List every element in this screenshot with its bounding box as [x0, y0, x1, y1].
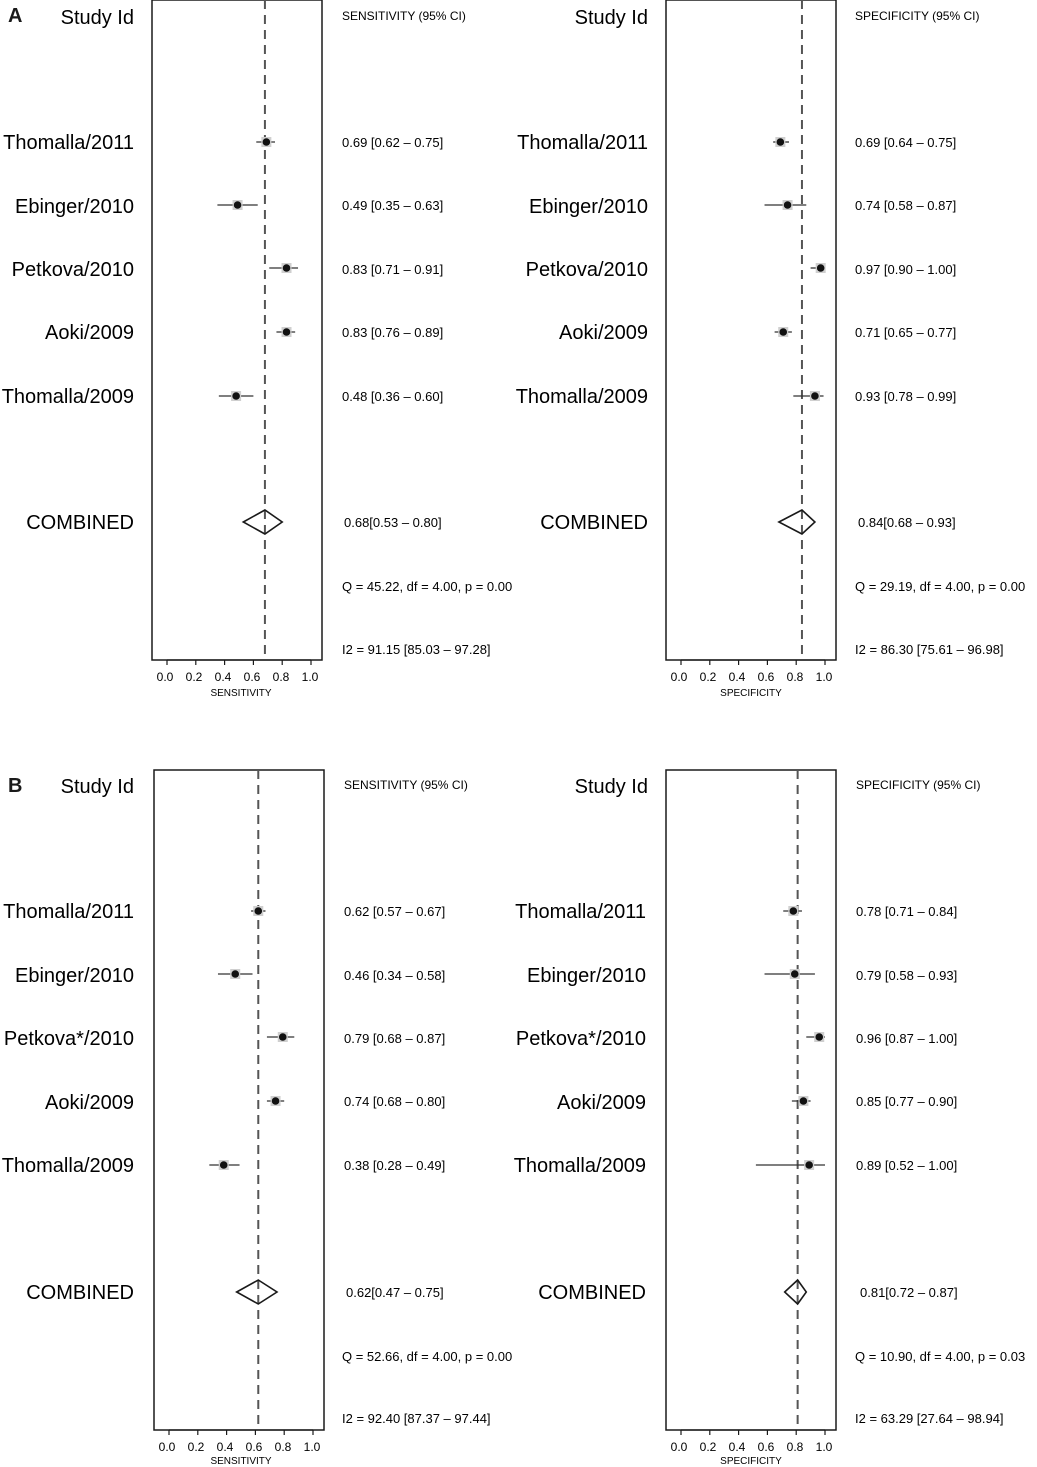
heterogeneity-q: Q = 45.22, df = 4.00, p = 0.00 [342, 579, 513, 594]
study-label: Ebinger/2010 [15, 196, 134, 218]
study-label: Ebinger/2010 [15, 965, 134, 987]
ci-value: 0.78 [0.71 – 0.84] [856, 904, 958, 919]
point-estimate [811, 392, 819, 400]
tick-label: 0.6 [757, 670, 775, 684]
panel-a-specificity-plot [516, 0, 1026, 699]
combined-label: COMBINED [26, 1282, 134, 1304]
combined-ci-value: 0.81[0.72 – 0.87] [860, 1285, 958, 1300]
ci-value: 0.85 [0.77 – 0.90] [856, 1094, 958, 1109]
point-estimate [815, 1033, 823, 1041]
tick-label: 0.6 [243, 670, 261, 684]
ci-header: SENSITIVITY (95% CI) [344, 778, 468, 792]
heterogeneity-i2: I2 = 92.40 [87.37 – 97.44] [342, 1411, 491, 1426]
combined-diamond [243, 510, 282, 534]
tick-label: 0.0 [670, 1440, 688, 1454]
heterogeneity-q: Q = 52.66, df = 4.00, p = 0.00 [342, 1349, 513, 1364]
study-id-header: Study Id [60, 7, 134, 29]
point-estimate [283, 328, 291, 336]
tick-label: 0.8 [272, 670, 290, 684]
tick-label: 1.0 [303, 1440, 321, 1454]
combined-label: COMBINED [538, 1282, 646, 1304]
x-axis-label: SPECIFICITY [720, 688, 782, 699]
study-label: Thomalla/2009 [513, 1155, 646, 1177]
plot-frame [154, 770, 324, 1430]
tick-label: 0.0 [156, 670, 174, 684]
combined-ci-value: 0.62[0.47 – 0.75] [346, 1285, 444, 1300]
ci-value: 0.79 [0.58 – 0.93] [856, 968, 958, 983]
ci-value: 0.69 [0.62 – 0.75] [342, 135, 444, 150]
tick-label: 0.4 [728, 670, 746, 684]
tick-label: 0.0 [670, 670, 688, 684]
tick-label: 1.0 [815, 670, 833, 684]
tick-label: 1.0 [301, 670, 319, 684]
study-label: Thomalla/2011 [517, 132, 648, 154]
panel-b-sensitivity-plot [2, 770, 513, 1467]
combined-diamond [779, 510, 815, 534]
ci-value: 0.69 [0.64 – 0.75] [855, 135, 957, 150]
plot-frame [666, 770, 836, 1430]
panel-a-sensitivity-plot [2, 0, 513, 699]
tick-label: 0.2 [699, 670, 717, 684]
study-label: Thomalla/2009 [1, 1155, 134, 1177]
heterogeneity-q: Q = 10.90, df = 4.00, p = 0.03 [855, 1349, 1026, 1364]
ci-value: 0.89 [0.52 – 1.00] [856, 1158, 958, 1173]
ci-value: 0.49 [0.35 – 0.63] [342, 198, 444, 213]
ci-value: 0.83 [0.76 – 0.89] [342, 325, 444, 340]
point-estimate [220, 1161, 228, 1169]
study-label: Ebinger/2010 [529, 196, 648, 218]
point-estimate [232, 392, 240, 400]
tick-label: 0.6 [245, 1440, 263, 1454]
study-id-header: Study Id [60, 776, 134, 798]
point-estimate [805, 1161, 813, 1169]
study-label: Petkova*/2010 [3, 1028, 134, 1050]
heterogeneity-i2: I2 = 86.30 [75.61 – 96.98] [855, 642, 1004, 657]
ci-value: 0.46 [0.34 – 0.58] [344, 968, 446, 983]
ci-header: SPECIFICITY (95% CI) [856, 778, 981, 792]
plot-frame [666, 0, 836, 660]
ci-value: 0.71 [0.65 – 0.77] [855, 325, 957, 340]
study-label: Aoki/2009 [45, 1092, 134, 1114]
study-label: Thomalla/2009 [1, 386, 134, 408]
study-label: Aoki/2009 [557, 1092, 646, 1114]
point-estimate [254, 907, 262, 915]
study-label: Ebinger/2010 [527, 965, 646, 987]
ci-value: 0.38 [0.28 – 0.49] [344, 1158, 446, 1173]
study-label: Petkova/2010 [11, 259, 134, 281]
tick-label: 1.0 [815, 1440, 833, 1454]
x-axis-label: SENSITIVITY [210, 688, 272, 699]
tick-label: 0.2 [187, 1440, 205, 1454]
point-estimate [791, 970, 799, 978]
ci-value: 0.83 [0.71 – 0.91] [342, 262, 444, 277]
point-estimate [279, 1033, 287, 1041]
plot-frame [152, 0, 322, 660]
combined-diamond [785, 1280, 807, 1304]
tick-label: 0.2 [185, 670, 203, 684]
point-estimate [784, 201, 792, 209]
tick-label: 0.4 [214, 670, 232, 684]
point-estimate [779, 328, 787, 336]
point-estimate [263, 138, 271, 146]
study-label: Thomalla/2011 [515, 901, 646, 923]
point-estimate [283, 264, 291, 272]
heterogeneity-i2: I2 = 91.15 [85.03 – 97.28] [342, 642, 491, 657]
combined-ci-value: 0.84[0.68 – 0.93] [858, 515, 956, 530]
ci-header: SPECIFICITY (95% CI) [855, 9, 980, 23]
point-estimate [272, 1097, 280, 1105]
tick-label: 0.0 [158, 1440, 176, 1454]
point-estimate [777, 138, 785, 146]
tick-label: 0.8 [786, 670, 804, 684]
study-label: Petkova*/2010 [515, 1028, 646, 1050]
combined-diamond [237, 1280, 277, 1304]
heterogeneity-q: Q = 29.19, df = 4.00, p = 0.00 [855, 579, 1026, 594]
tick-label: 0.8 [274, 1440, 292, 1454]
point-estimate [234, 201, 242, 209]
ci-value: 0.62 [0.57 – 0.67] [344, 904, 446, 919]
study-label: Thomalla/2009 [515, 386, 648, 408]
combined-label: COMBINED [540, 512, 648, 534]
tick-label: 0.2 [699, 1440, 717, 1454]
combined-label: COMBINED [26, 512, 134, 534]
study-label: Aoki/2009 [45, 322, 134, 344]
ci-header: SENSITIVITY (95% CI) [342, 9, 466, 23]
heterogeneity-i2: I2 = 63.29 [27.64 – 98.94] [855, 1411, 1004, 1426]
tick-label: 0.8 [786, 1440, 804, 1454]
study-id-header: Study Id [574, 776, 648, 798]
ci-value: 0.93 [0.78 – 0.99] [855, 389, 957, 404]
point-estimate [231, 970, 239, 978]
combined-ci-value: 0.68[0.53 – 0.80] [344, 515, 442, 530]
study-label: Aoki/2009 [559, 322, 648, 344]
ci-value: 0.79 [0.68 – 0.87] [344, 1031, 446, 1046]
x-axis-label: SENSITIVITY [210, 1456, 272, 1467]
tick-label: 0.4 [216, 1440, 234, 1454]
ci-value: 0.74 [0.68 – 0.80] [344, 1094, 446, 1109]
ci-value: 0.97 [0.90 – 1.00] [855, 262, 957, 277]
study-label: Petkova/2010 [525, 259, 648, 281]
panel-label-a: A [8, 5, 23, 27]
panel-label-b: B [8, 775, 23, 797]
study-label: Thomalla/2011 [3, 132, 134, 154]
tick-label: 0.6 [757, 1440, 775, 1454]
ci-value: 0.96 [0.87 – 1.00] [856, 1031, 958, 1046]
ci-value: 0.48 [0.36 – 0.60] [342, 389, 444, 404]
point-estimate [790, 907, 798, 915]
study-label: Thomalla/2011 [3, 901, 134, 923]
point-estimate [800, 1097, 808, 1105]
ci-value: 0.74 [0.58 – 0.87] [855, 198, 957, 213]
x-axis-label: SPECIFICITY [720, 1456, 782, 1467]
tick-label: 0.4 [728, 1440, 746, 1454]
study-id-header: Study Id [574, 7, 648, 29]
point-estimate [817, 264, 825, 272]
panel-b-specificity-plot [514, 770, 1026, 1467]
